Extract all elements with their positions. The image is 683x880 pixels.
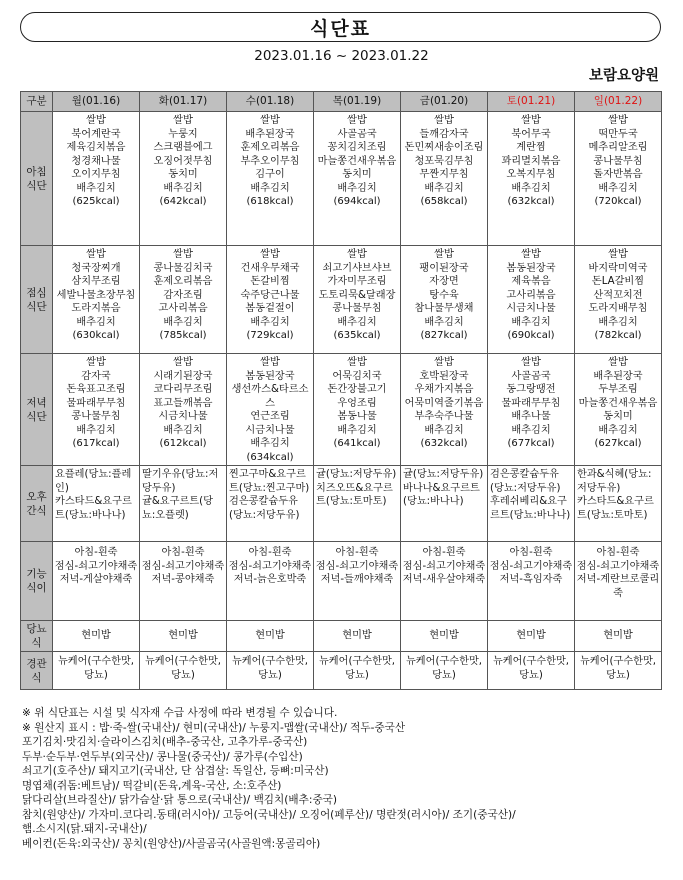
menu-item: 가자미무조림 xyxy=(327,276,387,287)
menu-cell xyxy=(227,542,314,621)
menu-item: 배추김치 xyxy=(424,182,464,194)
menu-item: 배추김치 xyxy=(76,182,116,194)
menu-item: 동치미 xyxy=(342,169,372,180)
day-header-sun: 일(01.22) xyxy=(575,92,662,112)
menu-item: 뉴케어(구수한맛,당뇨) xyxy=(231,656,309,681)
menu-item: 저녁-계란브로콜리죽 xyxy=(576,574,660,599)
menu-item: 오이지무침 xyxy=(71,169,121,180)
menu-cell xyxy=(575,542,662,621)
menu-item: 귤(당뇨:저당두유) xyxy=(316,469,397,480)
menu-item: 들깨감자국 xyxy=(419,128,469,140)
menu-item: 고사리볶음 xyxy=(506,289,556,301)
row-label-text: 저녁 xyxy=(26,396,47,409)
menu-cell xyxy=(53,621,140,652)
menu-item: 건새우무채국 xyxy=(240,262,300,274)
calorie-value: (827kcal) xyxy=(420,330,468,341)
menu-item: 사골곰국 xyxy=(337,128,377,140)
menu-item: 떡만두국 xyxy=(598,128,638,140)
menu-item: 부추오이무침 xyxy=(240,155,300,167)
menu-item: 훈제오리볶음 xyxy=(153,276,213,287)
calorie-value: (658kcal) xyxy=(420,196,468,207)
menu-cell xyxy=(575,466,662,542)
menu-item: 뉴케어(구수한맛,당뇨) xyxy=(57,656,135,681)
menu-item: 호박된장국 xyxy=(419,370,469,382)
menu-item: 배추김치 xyxy=(163,316,203,328)
calorie-value: (627kcal) xyxy=(594,438,642,449)
note-line: 명엽채(쥐돔:베트남)/ 떡갈비(돈육,계육-국산, 소:호주산) xyxy=(22,779,282,792)
row-label-text: 식단 xyxy=(26,410,47,423)
menu-item: 아침-흰죽 xyxy=(161,547,205,558)
menu-cell xyxy=(140,354,227,466)
menu-cell xyxy=(488,112,575,246)
menu-cell xyxy=(488,246,575,354)
menu-item: 돈LA갈비찜 xyxy=(591,276,645,287)
menu-item: 배추김치 xyxy=(250,438,290,449)
menu-item: 콩나물무침 xyxy=(593,155,643,167)
menu-cell xyxy=(488,542,575,621)
menu-item: 꽈리멸치볶음 xyxy=(501,155,561,167)
calorie-value: (635kcal) xyxy=(333,330,381,341)
menu-cell xyxy=(140,542,227,621)
menu-cell xyxy=(314,542,401,621)
menu-item: 쌀밥 xyxy=(260,249,280,260)
menu-item: 아침-흰죽 xyxy=(596,547,640,558)
menu-cell xyxy=(227,621,314,652)
menu-item: 동그랑땡전 xyxy=(506,384,556,395)
menu-item: 돈간장불고기 xyxy=(327,384,387,395)
menu-item: 쇠고기샤브샤브 xyxy=(322,262,392,274)
menu-item: 우엉조림 xyxy=(337,397,377,409)
row-label-text: 오후 xyxy=(26,490,47,503)
day-header-fri: 금(01.20) xyxy=(401,92,488,112)
row-label-text: 당뇨 xyxy=(26,623,47,635)
menu-item: 배추김치 xyxy=(250,316,290,328)
row-label-text: 식 xyxy=(31,671,42,684)
menu-item: 쌀밥 xyxy=(521,357,541,368)
menu-item: 후레쉬베리&요구르트(당뇨:바나나) xyxy=(490,496,571,521)
menu-item: 점심-쇠고기야채죽 xyxy=(228,560,312,572)
menu-cell xyxy=(53,652,140,690)
menu-item: 점심-쇠고기야채죽 xyxy=(315,560,399,572)
note-line: 햄.소시지(닭.돼지-국내산)/ xyxy=(22,823,147,835)
menu-cell xyxy=(575,354,662,466)
menu-item: 점심-쇠고기야채죽 xyxy=(489,560,573,572)
menu-item: 아침-흰죽 xyxy=(509,547,553,558)
menu-item: 물파래무무침 xyxy=(501,397,561,409)
menu-item: 시래기된장국 xyxy=(153,370,213,382)
menu-item: 쌀밥 xyxy=(260,115,280,126)
header-corner: 구분 xyxy=(21,92,53,112)
menu-cell xyxy=(401,652,488,690)
row-label-text: 식 xyxy=(31,637,42,649)
menu-item: 배추김치 xyxy=(163,182,203,194)
menu-cell xyxy=(140,112,227,246)
table-row-dinner xyxy=(21,354,662,466)
menu-item: 배추김치 xyxy=(76,316,116,328)
menu-item: 콩나물무침 xyxy=(332,303,382,314)
menu-item: 배추김치 xyxy=(598,424,638,436)
menu-item: 돈민찌새송이조림 xyxy=(404,142,484,153)
menu-item: 저녁-콩야채죽 xyxy=(151,574,215,585)
menu-item: 카스타드&요구르트(당뇨:토마토) xyxy=(577,496,654,521)
menu-item: 쌀밥 xyxy=(521,115,541,126)
menu-item: 쌀밥 xyxy=(434,115,454,126)
menu-item: 참나물무생채 xyxy=(414,303,474,314)
menu-item: 바지락미역국 xyxy=(588,262,648,274)
menu-cell xyxy=(575,621,662,652)
menu-notes xyxy=(22,706,667,851)
table-row-tube-feeding xyxy=(21,652,662,690)
menu-cell xyxy=(227,246,314,354)
menu-item: 세발나물초장무침 xyxy=(56,289,136,301)
menu-cell xyxy=(575,112,662,246)
menu-title: 식단표 xyxy=(20,12,661,42)
menu-cell xyxy=(488,354,575,466)
menu-item: 귤(당뇨:저당두유) xyxy=(403,469,484,480)
menu-item: 시금치나물 xyxy=(158,411,208,422)
row-label-text: 식단 xyxy=(26,179,47,192)
row-label-tube-feeding xyxy=(21,652,53,690)
menu-item: 오징어젓무침 xyxy=(153,155,213,167)
menu-item: 아침-흰죽 xyxy=(74,547,118,558)
menu-item: 배추김치 xyxy=(76,424,116,436)
table-row-snack xyxy=(21,466,662,542)
menu-item: 고사리볶음 xyxy=(158,303,208,314)
row-label-text: 아침 xyxy=(26,165,47,178)
menu-cell xyxy=(575,246,662,354)
menu-item: 북어무국 xyxy=(511,128,551,140)
menu-item: 도라지볶음 xyxy=(71,303,121,314)
menu-cell xyxy=(140,246,227,354)
menu-cell xyxy=(488,652,575,690)
row-label-text: 경관 xyxy=(26,657,47,670)
menu-item: 바나나&요구르트(당뇨:바나나) xyxy=(403,482,480,507)
menu-body xyxy=(21,112,662,690)
menu-item: 봄동겉절이 xyxy=(245,303,295,314)
menu-item: 뉴케어(구수한맛,당뇨) xyxy=(405,656,483,681)
menu-item: 물파래무무침 xyxy=(66,397,126,409)
row-label-text: 식단 xyxy=(26,300,47,313)
menu-item: 현미밥 xyxy=(516,630,546,642)
menu-item: 오복지무침 xyxy=(506,169,556,180)
calorie-value: (690kcal) xyxy=(507,330,555,341)
row-label-text: 식이 xyxy=(26,582,47,594)
menu-item: 한과&식혜(당뇨:저당두유) xyxy=(577,469,652,494)
menu-item: 뉴케어(구수한맛,당뇨) xyxy=(144,656,222,681)
menu-item: 감자국 xyxy=(81,370,111,382)
menu-item: 배추김치 xyxy=(598,316,638,328)
menu-item: 쌀밥 xyxy=(521,249,541,260)
menu-item: 돈갈비찜 xyxy=(250,276,290,287)
menu-item: 쌀밥 xyxy=(86,357,106,368)
row-label-text: 간식 xyxy=(26,504,47,517)
menu-item: 저녁-게살야채죽 xyxy=(59,574,133,585)
menu-item: 콩나물김치국 xyxy=(153,262,213,274)
menu-item: 뉴케어(구수한맛,당뇨) xyxy=(579,656,657,681)
menu-item: 찐고구마&요구르트(당뇨:찐고구마) xyxy=(229,469,310,494)
menu-item: 현미밥 xyxy=(168,630,198,642)
menu-item: 마늘쫑건새우볶음 xyxy=(317,155,397,167)
menu-cell xyxy=(227,466,314,542)
menu-item: 카스타드&요구르트(당뇨:바나나) xyxy=(55,496,132,521)
menu-item: 뉴케어(구수한맛,당뇨) xyxy=(492,656,570,681)
menu-item: 점심-쇠고기야채죽 xyxy=(402,560,486,572)
row-label-diabetic xyxy=(21,621,53,652)
menu-item: 봄동된장국 xyxy=(506,262,556,274)
menu-cell xyxy=(227,652,314,690)
note-line: 포기김치·맛김치·슬라이스김치(배추-중국산, 고추가루-중국산) xyxy=(22,736,308,748)
facility-name: 보람요양원 xyxy=(588,68,659,84)
note-line: 베이컨(돈육:외국산)/ 꽁치(원양산)/사골곰국(사골원액:몽골리아) xyxy=(22,837,321,850)
menu-item: 아침-흰죽 xyxy=(248,547,292,558)
menu-item: 저녁-새우살야채죽 xyxy=(402,574,486,585)
menu-cell xyxy=(401,354,488,466)
menu-item: 배추김치 xyxy=(337,424,377,436)
menu-cell xyxy=(53,466,140,542)
calorie-value: (612kcal) xyxy=(159,438,207,449)
menu-cell xyxy=(401,621,488,652)
menu-item: 점심-쇠고기야채죽 xyxy=(54,560,138,572)
menu-item: 숙주당근나물 xyxy=(240,289,300,301)
menu-cell xyxy=(227,354,314,466)
menu-period: 2023.01.16 ~ 2023.01.22 xyxy=(254,48,429,64)
menu-item: 도라지배무침 xyxy=(588,303,648,314)
menu-item: 배추김치 xyxy=(337,182,377,194)
menu-item: 생선까스&타르소스 xyxy=(231,384,309,409)
menu-cell xyxy=(401,112,488,246)
menu-item: 딸기우유(당뇨:저당두유) xyxy=(142,469,219,494)
table-row-diabetic xyxy=(21,621,662,652)
calorie-value: (677kcal) xyxy=(507,438,555,449)
menu-item: 현미밥 xyxy=(429,630,459,642)
menu-item: 배추김치 xyxy=(163,424,203,436)
note-line: 닭다리살(브라질산)/ 닭가슴살·닭 통으로(국내산)/ 백김치(배추:중국) xyxy=(22,794,338,806)
menu-item: 어묵미역줄기볶음 xyxy=(404,397,484,409)
table-header-row xyxy=(21,92,662,112)
calorie-value: (630kcal) xyxy=(72,330,120,341)
row-label-snack xyxy=(21,466,53,542)
menu-item: 쌀밥 xyxy=(608,357,628,368)
menu-item: 메추리알조림 xyxy=(588,142,648,153)
calorie-value: (625kcal) xyxy=(72,196,120,207)
menu-cell xyxy=(140,621,227,652)
menu-item: 부추숙주나물 xyxy=(414,411,474,422)
menu-cell xyxy=(314,652,401,690)
row-label-text: 점심 xyxy=(26,286,47,299)
menu-cell xyxy=(227,112,314,246)
menu-cell xyxy=(314,354,401,466)
note-line: 쇠고기(호주산)/ 돼지고기(국내산, 단 삼겹살: 독일산, 등뼈:미국산) xyxy=(22,765,329,777)
menu-item: 제육볶음 xyxy=(511,276,551,287)
menu-item: 두부조림 xyxy=(598,384,638,395)
menu-item: 계란찜 xyxy=(516,142,546,153)
day-header-mon: 월(01.16) xyxy=(53,92,140,112)
table-row-breakfast xyxy=(21,112,662,246)
calorie-value: (785kcal) xyxy=(159,330,207,341)
menu-item: 삼치무조림 xyxy=(71,276,121,287)
menu-item: 북어계란국 xyxy=(71,128,121,140)
menu-item: 청포묵김무침 xyxy=(414,155,474,167)
menu-item: 김구이 xyxy=(255,169,285,180)
menu-item: 산적꼬치전 xyxy=(593,289,643,301)
menu-item: 현미밥 xyxy=(603,630,633,642)
menu-cell xyxy=(53,354,140,466)
menu-item: 배추나물 xyxy=(511,411,551,422)
day-header-tue: 화(01.17) xyxy=(140,92,227,112)
menu-item: 청경채나물 xyxy=(71,155,121,167)
menu-item: 저녁-늙은호박죽 xyxy=(233,574,307,585)
menu-item: 청국장찌개 xyxy=(71,262,121,274)
menu-cell xyxy=(314,466,401,542)
menu-item: 배추김치 xyxy=(598,182,638,194)
menu-item: 현미밥 xyxy=(255,630,285,642)
calorie-value: (782kcal) xyxy=(594,330,642,341)
table-row-porridge xyxy=(21,542,662,621)
row-label-dinner xyxy=(21,354,53,466)
menu-item: 배추김치 xyxy=(250,182,290,194)
menu-item: 감자조림 xyxy=(163,289,203,301)
menu-cell xyxy=(53,542,140,621)
calorie-value: (634kcal) xyxy=(246,451,294,463)
menu-item: 배추김치 xyxy=(511,424,551,436)
menu-item: 연근조림 xyxy=(250,411,290,422)
menu-cell xyxy=(401,246,488,354)
weekly-menu-table xyxy=(20,91,662,690)
calorie-value: (642kcal) xyxy=(159,196,207,207)
menu-item: 배추김치 xyxy=(511,182,551,194)
menu-item: 검은콩칼슘두유(당뇨:저당두유) xyxy=(229,496,300,521)
menu-item: 배추김치 xyxy=(424,424,464,436)
note-line: 참치(원양산)/ 가자미.코다리.동태(러시아)/ 고등어(국내산)/ 오징어(페루산)/ 명란젓(러시아)/ 조기(중국산)/ xyxy=(22,808,516,821)
menu-item: 점심-쇠고기야채죽 xyxy=(141,560,225,572)
menu-item: 점심-쇠고기야채죽 xyxy=(576,560,660,572)
row-label-porridge xyxy=(21,542,53,621)
menu-item: 귤&요구르트(당뇨:오플렛) xyxy=(142,496,213,521)
menu-item: 봄동된장국 xyxy=(245,370,295,382)
menu-item: 무짠지무침 xyxy=(419,169,469,180)
menu-item: 쌀밥 xyxy=(434,249,454,260)
calorie-value: (720kcal) xyxy=(594,196,642,207)
menu-cell xyxy=(314,112,401,246)
calorie-value: (694kcal) xyxy=(333,196,381,207)
menu-item: 쌀밥 xyxy=(86,115,106,126)
menu-item: 쌀밥 xyxy=(173,249,193,260)
menu-cell xyxy=(488,466,575,542)
table-row-lunch xyxy=(21,246,662,354)
menu-item: 쌀밥 xyxy=(173,115,193,126)
menu-item: 쌀밥 xyxy=(260,357,280,368)
day-header-thu: 목(01.19) xyxy=(314,92,401,112)
calorie-value: (729kcal) xyxy=(246,330,294,341)
note-line: ※ 원산지 표시 : 밥·죽-쌀(국내산)/ 현미(국내산)/ 누룽지-맵쌀(국내산)/ 적두-중국산 xyxy=(22,721,406,734)
menu-item: 현미밥 xyxy=(342,630,372,642)
row-label-text: 기능 xyxy=(26,568,47,580)
menu-item: 요플레(당뇨:플레인) xyxy=(55,469,132,494)
note-line: 두부·순두부·연두부(외국산)/ 콩나물(중국산)/ 콩가루(수입산) xyxy=(22,750,303,763)
menu-item: 동치미 xyxy=(168,169,198,180)
menu-cell xyxy=(140,652,227,690)
day-header-sat: 토(01.21) xyxy=(488,92,575,112)
menu-cell xyxy=(488,621,575,652)
menu-item: 검은콩칼슘두유(당뇨:저당두유) xyxy=(490,469,561,494)
menu-item: 돈육표고조림 xyxy=(66,384,126,395)
menu-item: 마늘쫑건새우볶음 xyxy=(578,397,658,409)
menu-item: 치즈오뜨&요구르트(당뇨:토마토) xyxy=(316,482,393,507)
menu-item: 꽁치김치조림 xyxy=(327,142,387,153)
row-label-breakfast xyxy=(21,112,53,246)
menu-cell xyxy=(314,621,401,652)
calorie-value: (632kcal) xyxy=(507,196,555,207)
menu-item: 저녁-흑임자죽 xyxy=(499,574,563,585)
menu-item: 사골곰국 xyxy=(511,370,551,382)
menu-item: 쌀밥 xyxy=(347,357,367,368)
menu-item: 쌀밥 xyxy=(347,115,367,126)
menu-item: 팽이된장국 xyxy=(419,262,469,274)
menu-item: 쌀밥 xyxy=(608,115,628,126)
calorie-value: (641kcal) xyxy=(333,438,381,449)
menu-item: 동치미 xyxy=(603,411,633,422)
menu-item: 시금치나물 xyxy=(506,303,556,314)
menu-item: 배추된장국 xyxy=(245,128,295,140)
calorie-value: (632kcal) xyxy=(420,438,468,449)
menu-item: 코다리무조림 xyxy=(153,384,213,395)
menu-item: 아침-흰죽 xyxy=(422,547,466,558)
menu-item: 저녁-들깨야채죽 xyxy=(320,574,394,585)
menu-item: 우채가지볶음 xyxy=(414,384,474,395)
menu-item: 봄동나물 xyxy=(337,411,377,422)
menu-item: 자장면 xyxy=(429,276,459,287)
menu-item: 훈제오리볶음 xyxy=(240,142,300,153)
menu-item: 배추김치 xyxy=(511,316,551,328)
calorie-value: (617kcal) xyxy=(72,438,120,449)
menu-item: 콩나물무침 xyxy=(71,411,121,422)
menu-item: 현미밥 xyxy=(81,630,111,642)
menu-item: 시금치나물 xyxy=(245,424,295,436)
menu-item: 배추김치 xyxy=(337,316,377,328)
menu-item: 어묵김치국 xyxy=(332,370,382,382)
calorie-value: (618kcal) xyxy=(246,196,294,207)
menu-item: 쌀밥 xyxy=(434,357,454,368)
menu-item: 배추김치 xyxy=(424,316,464,328)
menu-item: 쌀밥 xyxy=(173,357,193,368)
menu-item: 누룽지 xyxy=(168,128,198,140)
day-header-wed: 수(01.18) xyxy=(227,92,314,112)
menu-item: 뉴케어(구수한맛,당뇨) xyxy=(318,656,396,681)
note-line: ※ 위 식단표는 시설 및 식자재 수급 사정에 따라 변경될 수 있습니다. xyxy=(22,707,338,719)
menu-item: 도토리묵&달래장 xyxy=(318,289,396,301)
menu-cell xyxy=(401,542,488,621)
menu-item: 돌자반볶음 xyxy=(593,169,643,180)
menu-item: 스크램블에그 xyxy=(153,142,213,153)
menu-item: 아침-흰죽 xyxy=(335,547,379,558)
menu-item: 탕수육 xyxy=(429,289,459,301)
menu-item: 쌀밥 xyxy=(86,249,106,260)
menu-item: 제육김치볶음 xyxy=(66,142,126,153)
menu-cell xyxy=(401,466,488,542)
menu-cell xyxy=(53,246,140,354)
menu-item: 쌀밥 xyxy=(347,249,367,260)
menu-item: 배추된장국 xyxy=(593,370,643,382)
menu-cell xyxy=(140,466,227,542)
menu-cell xyxy=(53,112,140,246)
menu-item: 쌀밥 xyxy=(608,249,628,260)
menu-item: 표고들깨볶음 xyxy=(153,397,213,409)
menu-cell xyxy=(575,652,662,690)
row-label-lunch xyxy=(21,246,53,354)
menu-cell xyxy=(314,246,401,354)
